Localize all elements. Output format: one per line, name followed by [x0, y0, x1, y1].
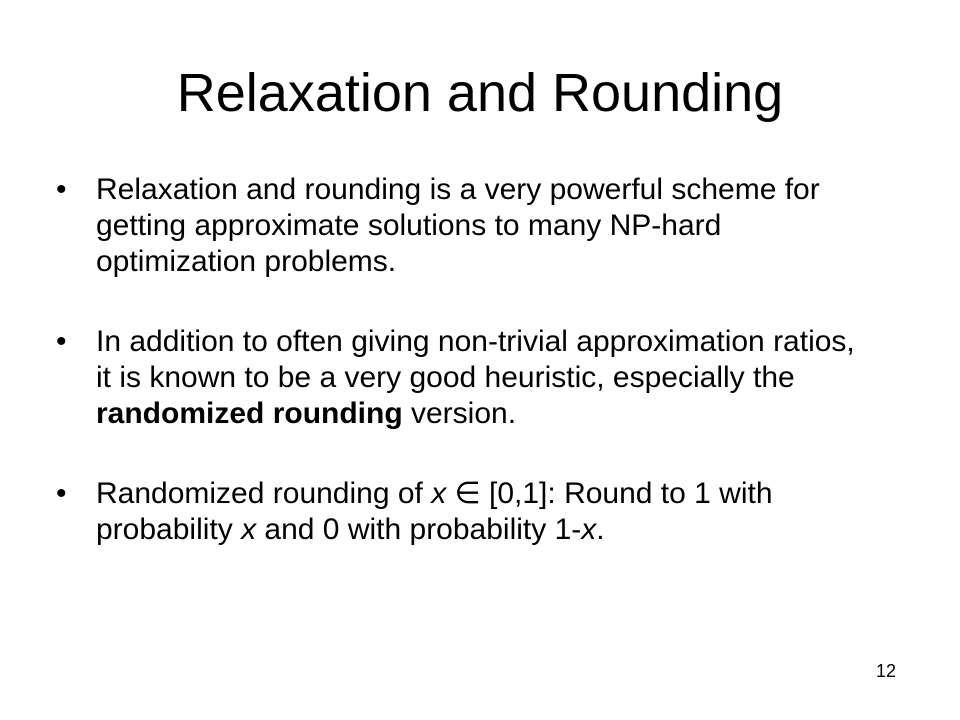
- bullet-text: In addition to often giving non-trivial approximation ratios, it is known to be a very good heuristic, especially the: [96, 325, 855, 394]
- bullet-text-end: version.: [402, 397, 517, 430]
- bullet-icon: •: [56, 173, 67, 206]
- page-number: 12: [875, 661, 896, 681]
- variable-x: x: [431, 477, 447, 510]
- bullet-item-randomized-rounding: [56, 476, 876, 548]
- bullet-item-relaxation-scheme: [56, 172, 876, 280]
- bullet-text: .: [596, 513, 605, 546]
- bullet-text: Relaxation and rounding is a very powerful scheme for getting approximate solutions to many NP-hard optimization problems.: [96, 173, 820, 278]
- bullet-text: and 0 with probability 1-: [256, 513, 582, 546]
- bullet-item-heuristic: [56, 324, 876, 432]
- bullet-text: Randomized rounding of: [96, 477, 432, 510]
- variable-x: x: [241, 513, 257, 546]
- bullet-list: [56, 172, 876, 548]
- bullet-icon: •: [56, 477, 67, 510]
- bold-term: randomized rounding: [96, 397, 403, 430]
- bullet-icon: •: [56, 325, 67, 358]
- slide-title: Relaxation and Rounding: [176, 63, 784, 123]
- variable-x: x: [581, 513, 597, 546]
- bullet-text: ∈ [0,1]: Round to 1 with probability: [96, 477, 773, 546]
